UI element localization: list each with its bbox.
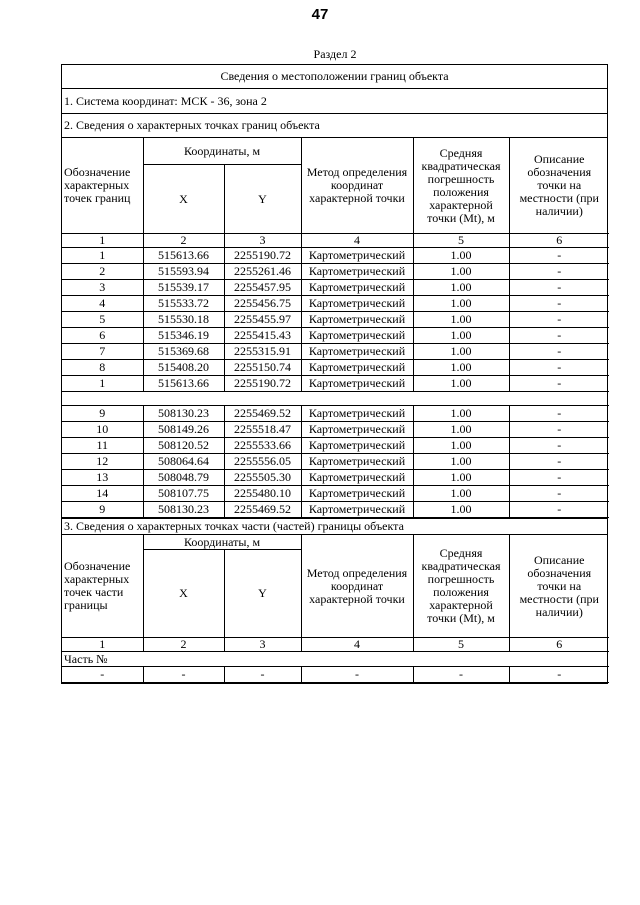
table-cell: 515346.19 bbox=[143, 328, 224, 344]
table-cell: Картометрический bbox=[301, 376, 413, 392]
table-cell: 2255469.52 bbox=[224, 502, 301, 518]
table-cell: 2255505.30 bbox=[224, 470, 301, 486]
table-row bbox=[62, 376, 609, 392]
table-row bbox=[62, 470, 609, 486]
table-cell: - bbox=[509, 328, 609, 344]
table-row bbox=[62, 406, 609, 422]
table-cell: 515530.18 bbox=[143, 312, 224, 328]
column-numbers-row bbox=[62, 234, 609, 248]
table-cell: 508130.23 bbox=[143, 406, 224, 422]
column-number: 2 bbox=[143, 234, 224, 248]
column-number: 1 bbox=[62, 234, 143, 248]
table-cell: 1.00 bbox=[413, 328, 509, 344]
table-cell: - bbox=[143, 667, 224, 683]
table-cell: Картометрический bbox=[301, 438, 413, 454]
table-row bbox=[62, 264, 609, 280]
column-numbers-row bbox=[62, 638, 609, 652]
table-cell: 515613.66 bbox=[143, 376, 224, 392]
table-cell: 2255480.10 bbox=[224, 486, 301, 502]
column-number: 5 bbox=[413, 234, 509, 248]
header-accuracy: Средняя квадратическая погрешность положения характерной точки (Mt), м bbox=[413, 535, 509, 638]
table-cell: 508120.52 bbox=[143, 438, 224, 454]
table-cell: 2255315.91 bbox=[224, 344, 301, 360]
header-coordinates: Координаты, м bbox=[143, 535, 301, 550]
table-cell: 1.00 bbox=[413, 280, 509, 296]
part-label: Часть № bbox=[62, 652, 609, 667]
table-cell: 9 bbox=[62, 502, 143, 518]
table-cell: Картометрический bbox=[301, 454, 413, 470]
doc-title: Сведения о местоположении границ объекта bbox=[62, 65, 607, 89]
table-row bbox=[62, 328, 609, 344]
header-point-designation: Обозначение характерных точек границ bbox=[62, 138, 143, 234]
table-cell: - bbox=[509, 438, 609, 454]
table-cell: 3 bbox=[62, 280, 143, 296]
header-description: Описание обозначения точки на местности (при наличии) bbox=[509, 138, 609, 234]
table-cell: 4 bbox=[62, 296, 143, 312]
table-cell: Картометрический bbox=[301, 248, 413, 264]
part-points-table bbox=[62, 535, 609, 683]
table-cell: 2255518.47 bbox=[224, 422, 301, 438]
table-row bbox=[62, 360, 609, 376]
table-cell: Картометрический bbox=[301, 264, 413, 280]
table-cell: 1.00 bbox=[413, 422, 509, 438]
table-cell: 1.00 bbox=[413, 296, 509, 312]
table-row bbox=[62, 486, 609, 502]
table-cell: 2255469.52 bbox=[224, 406, 301, 422]
table-cell: 2255533.66 bbox=[224, 438, 301, 454]
table-cell: 1.00 bbox=[413, 486, 509, 502]
subsection-3-title: 3. Сведения о характерных точках части (частей) границы объекта bbox=[62, 518, 607, 535]
table-cell: 508064.64 bbox=[143, 454, 224, 470]
table-cell: 2255190.72 bbox=[224, 248, 301, 264]
header-accuracy: Средняя квадратическая погрешность положения характерной точки (Mt), м bbox=[413, 138, 509, 234]
table-cell: Картометрический bbox=[301, 406, 413, 422]
table-cell: - bbox=[509, 406, 609, 422]
table-cell: Картометрический bbox=[301, 486, 413, 502]
column-number: 4 bbox=[301, 638, 413, 652]
table-cell: 1 bbox=[62, 376, 143, 392]
table-row bbox=[62, 248, 609, 264]
table-cell: 12 bbox=[62, 454, 143, 470]
table-cell: 1.00 bbox=[413, 248, 509, 264]
column-number: 6 bbox=[509, 638, 609, 652]
table-cell: 1.00 bbox=[413, 376, 509, 392]
header-method: Метод определения координат характерной точки bbox=[301, 138, 413, 234]
table-cell: 515408.20 bbox=[143, 360, 224, 376]
table-cell: - bbox=[62, 667, 143, 683]
table-row bbox=[62, 296, 609, 312]
table-cell: 1.00 bbox=[413, 502, 509, 518]
table-cell: - bbox=[509, 248, 609, 264]
table-cell: 10 bbox=[62, 422, 143, 438]
table-cell: 14 bbox=[62, 486, 143, 502]
header-description: Описание обозначения точки на местности (при наличии) bbox=[509, 535, 609, 638]
table-cell: - bbox=[301, 667, 413, 683]
header-coordinates: Координаты, м bbox=[143, 138, 301, 165]
table-cell: 2 bbox=[62, 264, 143, 280]
group-separator-row bbox=[62, 392, 609, 406]
table-cell: 2255261.46 bbox=[224, 264, 301, 280]
table-cell: 508149.26 bbox=[143, 422, 224, 438]
table-cell: 2255150.74 bbox=[224, 360, 301, 376]
table-cell: - bbox=[509, 454, 609, 470]
table-row bbox=[62, 502, 609, 518]
point-group-2 bbox=[62, 406, 609, 518]
table-cell: Картометрический bbox=[301, 470, 413, 486]
table-cell: 7 bbox=[62, 344, 143, 360]
column-number: 3 bbox=[224, 234, 301, 248]
table-cell: - bbox=[509, 502, 609, 518]
table-row bbox=[62, 422, 609, 438]
column-number: 3 bbox=[224, 638, 301, 652]
points-table bbox=[62, 138, 609, 518]
table-cell: 6 bbox=[62, 328, 143, 344]
point-group-1 bbox=[62, 248, 609, 392]
table-cell: Картометрический bbox=[301, 296, 413, 312]
table-cell: 1.00 bbox=[413, 344, 509, 360]
table-cell: - bbox=[509, 470, 609, 486]
coordinate-system: 1. Система координат: МСК - 36, зона 2 bbox=[62, 89, 607, 114]
table-cell: Картометрический bbox=[301, 280, 413, 296]
table-cell: - bbox=[509, 264, 609, 280]
table-cell: 1.00 bbox=[413, 264, 509, 280]
table-row bbox=[62, 438, 609, 454]
table-cell: - bbox=[224, 667, 301, 683]
table-row bbox=[62, 312, 609, 328]
table-cell: 1.00 bbox=[413, 406, 509, 422]
column-number: 4 bbox=[301, 234, 413, 248]
table-cell: Картометрический bbox=[301, 422, 413, 438]
table-cell: 1.00 bbox=[413, 360, 509, 376]
table-cell: 8 bbox=[62, 360, 143, 376]
table-cell: 2255190.72 bbox=[224, 376, 301, 392]
table-row bbox=[62, 667, 609, 683]
header-part-point-designation: Обозначение характерных точек части границы bbox=[62, 535, 143, 638]
table-cell: 508107.75 bbox=[143, 486, 224, 502]
table-cell: 515593.94 bbox=[143, 264, 224, 280]
header-x: X bbox=[143, 550, 224, 638]
table-cell: 1 bbox=[62, 248, 143, 264]
column-number: 1 bbox=[62, 638, 143, 652]
table-cell: Картометрический bbox=[301, 502, 413, 518]
section-label: Раздел 2 bbox=[313, 47, 357, 61]
table-cell: - bbox=[509, 486, 609, 502]
table-cell: 2255455.97 bbox=[224, 312, 301, 328]
table-cell: 515533.72 bbox=[143, 296, 224, 312]
table-cell: 2255556.05 bbox=[224, 454, 301, 470]
table-cell: 11 bbox=[62, 438, 143, 454]
part-label-row bbox=[62, 652, 609, 667]
table-cell: 508130.23 bbox=[143, 502, 224, 518]
table-cell: 2255457.95 bbox=[224, 280, 301, 296]
table-cell: 2255456.75 bbox=[224, 296, 301, 312]
table-cell: 508048.79 bbox=[143, 470, 224, 486]
table-row bbox=[62, 280, 609, 296]
table-cell: - bbox=[509, 422, 609, 438]
table-cell: 1.00 bbox=[413, 312, 509, 328]
table-cell: 2255415.43 bbox=[224, 328, 301, 344]
table-cell: - bbox=[509, 296, 609, 312]
header-x: X bbox=[143, 165, 224, 234]
column-number: 6 bbox=[509, 234, 609, 248]
table-cell: - bbox=[413, 667, 509, 683]
table-cell: - bbox=[509, 344, 609, 360]
table-cell: Картометрический bbox=[301, 360, 413, 376]
table-cell: - bbox=[509, 667, 609, 683]
table-row bbox=[62, 454, 609, 470]
subsection-2-title: 2. Сведения о характерных точках границ объекта bbox=[62, 114, 607, 138]
table-cell: 1.00 bbox=[413, 454, 509, 470]
table-row bbox=[62, 344, 609, 360]
table-cell: 1.00 bbox=[413, 438, 509, 454]
column-number: 2 bbox=[143, 638, 224, 652]
header-method: Метод определения координат характерной точки bbox=[301, 535, 413, 638]
table-cell: - bbox=[509, 360, 609, 376]
table-cell: Картометрический bbox=[301, 344, 413, 360]
table-cell: 515539.17 bbox=[143, 280, 224, 296]
table-cell: 1.00 bbox=[413, 470, 509, 486]
table-cell: 5 bbox=[62, 312, 143, 328]
table-cell: - bbox=[509, 280, 609, 296]
table-cell: 9 bbox=[62, 406, 143, 422]
table-cell: Картометрический bbox=[301, 328, 413, 344]
table-cell: Картометрический bbox=[301, 312, 413, 328]
table-cell: 515369.68 bbox=[143, 344, 224, 360]
page-number: 47 bbox=[311, 6, 329, 23]
empty-cell bbox=[62, 392, 609, 406]
table-cell: 515613.66 bbox=[143, 248, 224, 264]
table-cell: 13 bbox=[62, 470, 143, 486]
column-number: 5 bbox=[413, 638, 509, 652]
table-cell: - bbox=[509, 312, 609, 328]
document-table bbox=[61, 64, 608, 684]
header-y: Y bbox=[224, 165, 301, 234]
header-y: Y bbox=[224, 550, 301, 638]
table-cell: - bbox=[509, 376, 609, 392]
